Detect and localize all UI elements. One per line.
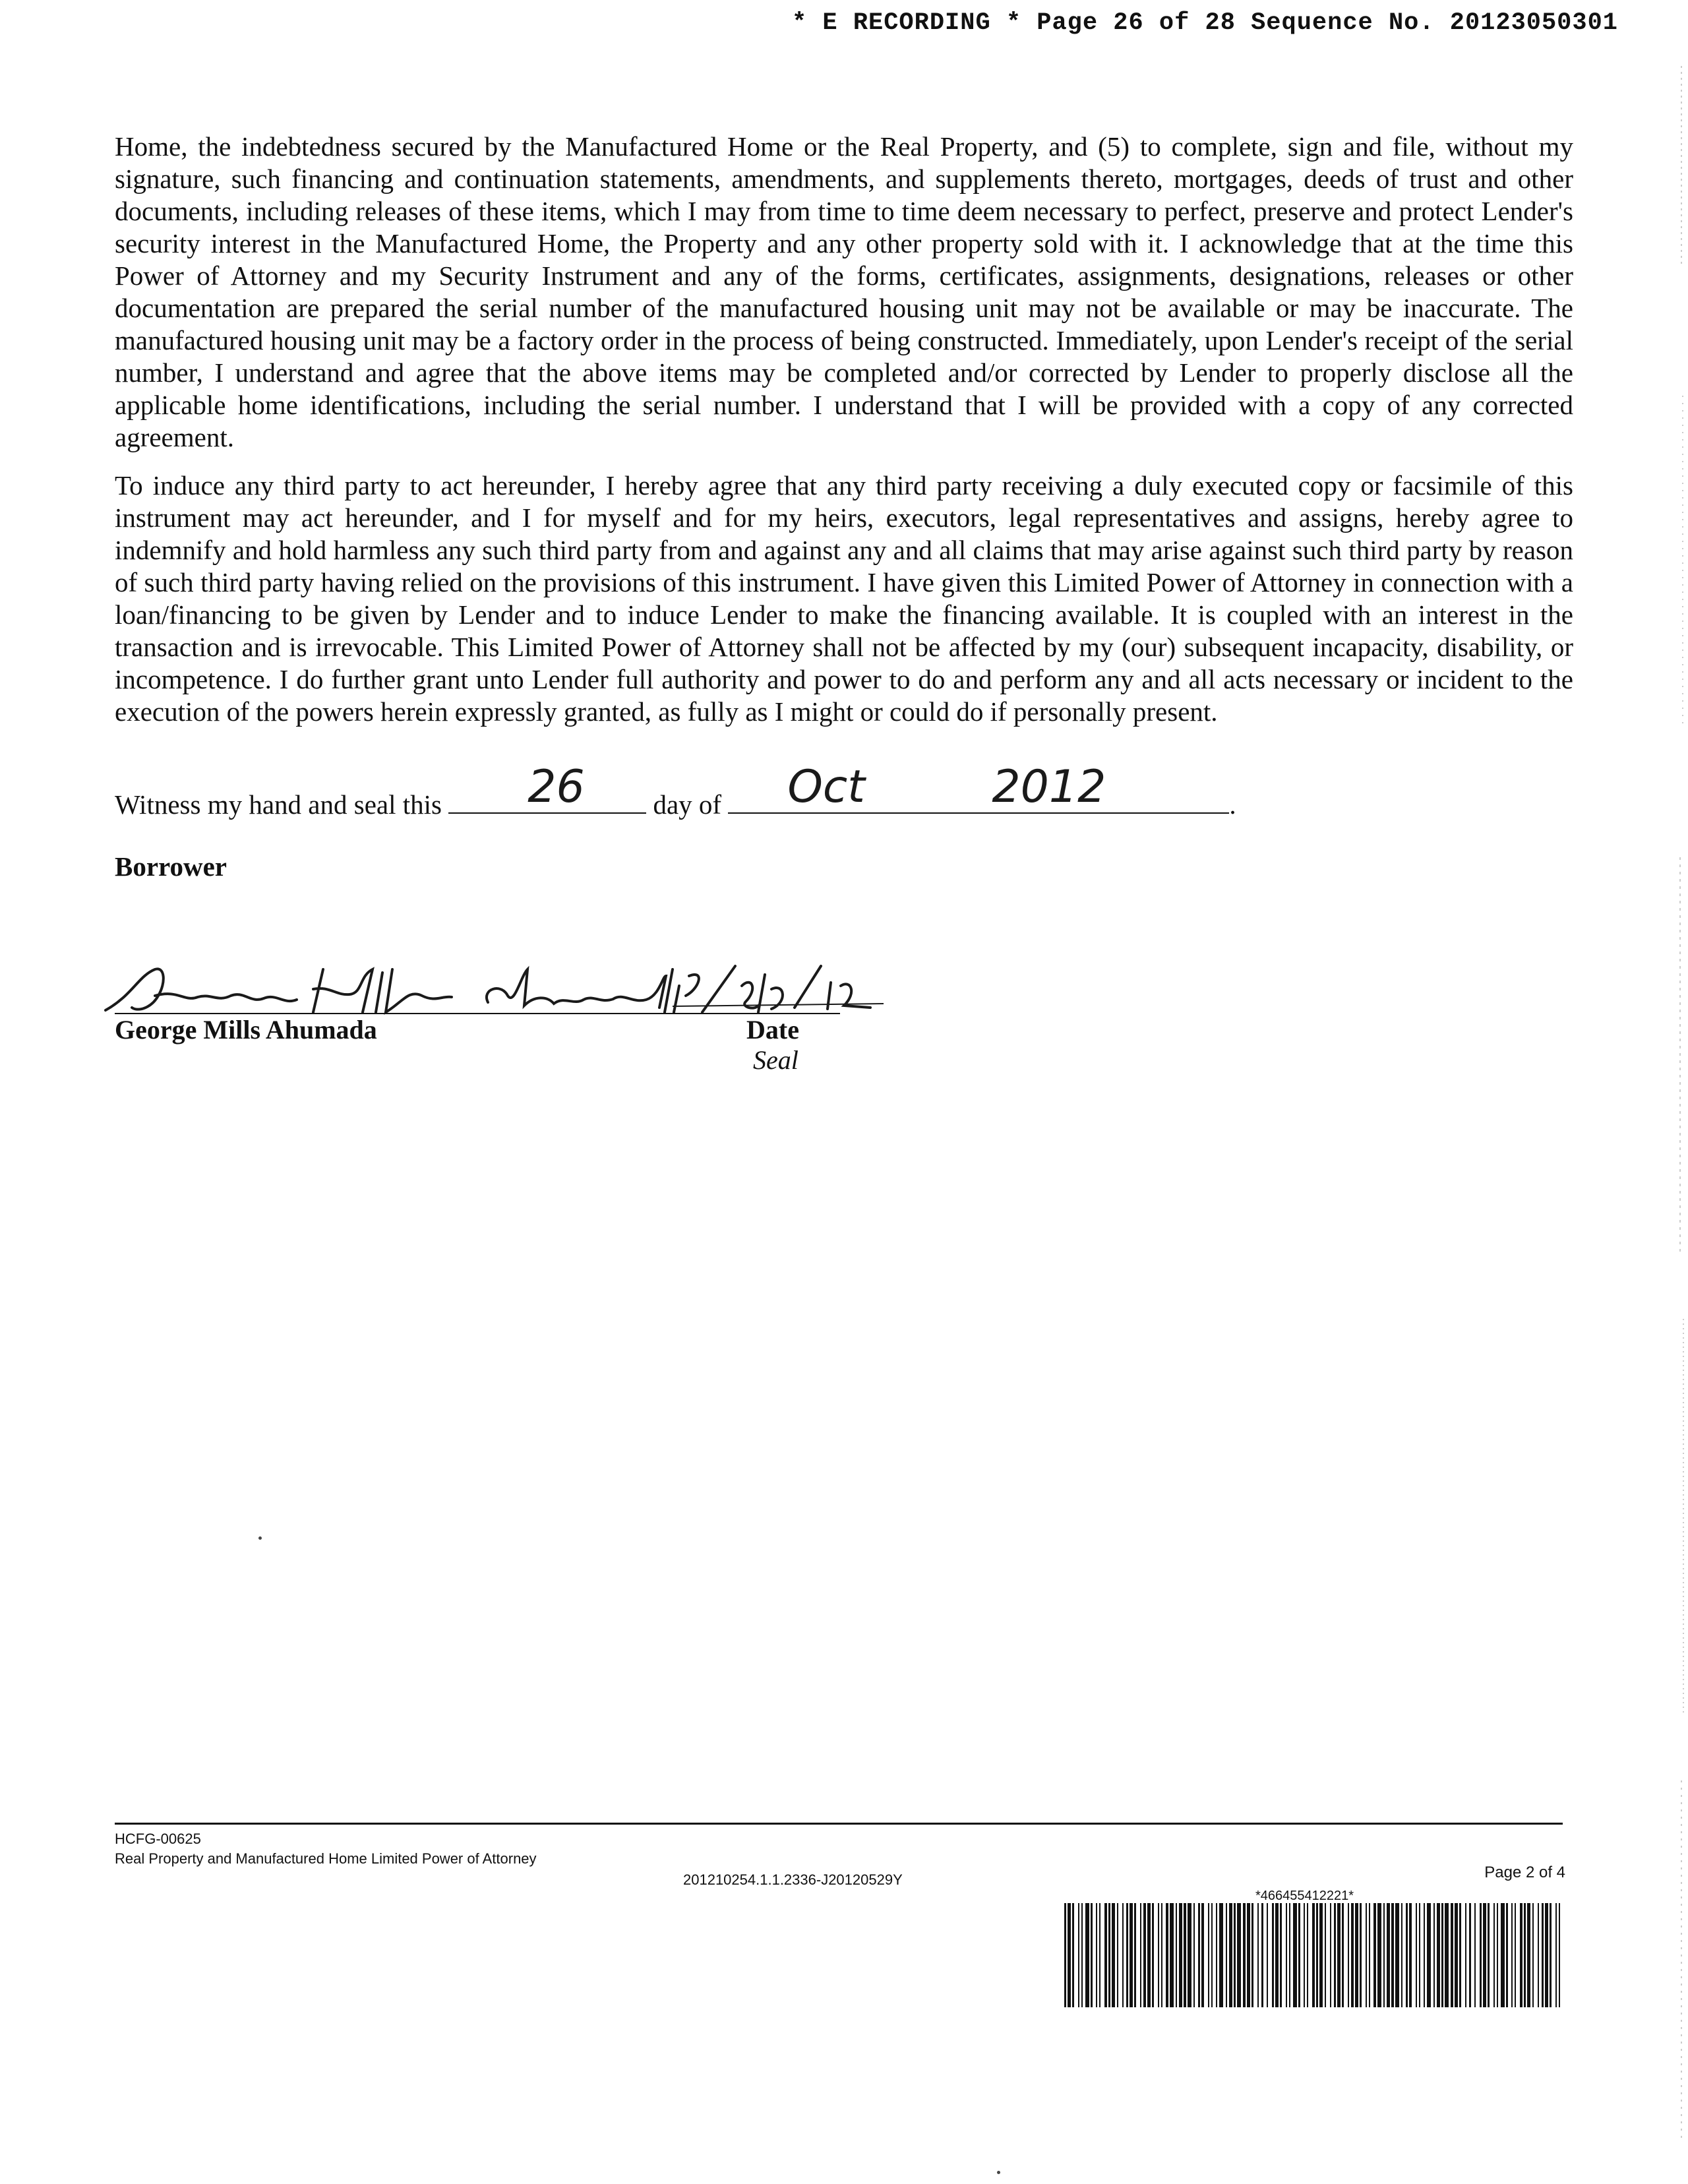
footer-rule <box>115 1823 1563 1825</box>
body-paragraph-2: To induce any third party to act hereunder, I hereby agree that any third party receiving a duly executed copy or facsimile of this instrument may act hereunder, and I for myself and for my heirs, executors, legal representatives and assigns, hereby agree to indemnify and hold harmless any such third party from and against any and all claims that may arise against such third party by reason of such third party having relied on the provisions of this instrument. I have given this Limited Power of Attorney in connection with a loan/financing to be given by Lender and to induce Lender to make the financing available. It is coupled with an interest in the transaction and is irrevocable. This Limited Power of Attorney shall not be affected by my (our) subsequent incapacity, disability, or incompetence. I do further grant unto Lender full authority and power to do and perform any and all acts necessary or incident to the execution of the powers herein expressly granted, as fully as I might or could do if personally present. <box>115 470 1573 727</box>
borrower-name: George Mills Ahumada <box>115 1015 377 1045</box>
scan-speck <box>997 2171 1000 2174</box>
recording-stamp: * E RECORDING * Page 26 of 28 Sequence No. 20123050301 <box>792 9 1618 37</box>
day-blank <box>448 761 646 814</box>
page-number: Page 2 of 4 <box>1484 1864 1565 1881</box>
form-title: Real Property and Manufactured Home Limited Power of Attorney <box>115 1850 537 1867</box>
witness-line <box>115 761 1236 821</box>
barcode-number: *466455412221* <box>1255 1889 1354 1903</box>
borrower-heading: Borrower <box>115 851 227 882</box>
seal-label: Seal <box>753 1045 799 1075</box>
year-handwritten: 2012 <box>992 761 1106 813</box>
handwritten-signature <box>92 950 884 1022</box>
body-paragraph-1: Home, the indebtedness secured by the Manufactured Home or the Real Property, and (5) to complete, sign and file, without my signature, such financing and continuation statements, amendments, and supplements thereto, mortgages, deeds of trust and other documents, including releases of these items, which I may from time to time deem necessary to perfect, preserve and protect Lender's security interest in the Manufactured Home, the Property and any other property sold with it. I acknowledge that at the time this Power of Attorney and my Security Instrument and any of the forms, certificates, assignments, designations, releases or other documentation are prepared the serial number of the manufactured housing unit may not be available or may be inaccurate. The manufactured housing unit may be a factory order in the process of being constructed. Immediately, upon Lender's receipt of the serial number, I understand and agree that the above items may be completed and/or corrected by Lender to properly disclose all the applicable home identifications, including the serial number. I understand that I will be provided with a copy of any corrected agreement. <box>115 131 1573 452</box>
loan-reference: 201210254.1.1.2336-J20120529Y <box>683 1871 903 1888</box>
day-handwritten: 26 <box>528 761 585 813</box>
scan-speck <box>258 1536 262 1540</box>
month-handwritten: Oct <box>787 761 865 813</box>
witness-middle: day of <box>653 789 722 820</box>
form-code: HCFG-00625 <box>115 1831 201 1847</box>
scan-edge-noise <box>1662 0 1688 2184</box>
date-label: Date <box>746 1015 799 1045</box>
month-year-blank <box>728 761 1229 814</box>
witness-suffix: . <box>1229 789 1236 820</box>
barcode <box>1064 1903 1565 2007</box>
witness-prefix: Witness my hand and seal this <box>115 789 442 820</box>
